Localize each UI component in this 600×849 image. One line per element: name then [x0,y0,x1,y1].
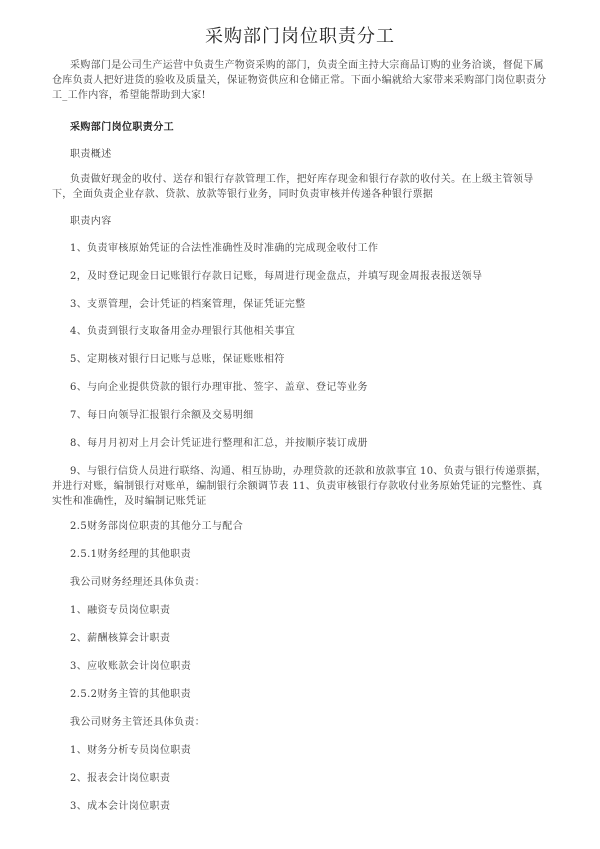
sub-section-line: 1、融资专员岗位职责 [70,605,171,616]
intro-paragraph: 采购部门是公司生产运营中负责生产物资采购的部门，负责全面主持大宗商品订购的业务洽谈，督促下属仓库负责人把好进货的验收及质量关，保证物资供应和仓储正常。下面小编就给大家带来采购部门岗位职责分工_工作内容，希望能帮助到大家! [52,60,547,101]
overview-paragraph: 负责做好现金的收付、送存和银行存款管理工作，把好库存现金和银行存款的收付关。在上级主管领导下，全面负责企业存款、贷款、放款等银行业务，同时负责审核并传递各种银行票据 [52,174,534,200]
page-title: 采购部门岗位职责分工 [205,26,395,47]
duty-item: 7、每日向领导汇报银行余额及交易明细 [70,410,254,421]
sub-section-line: 2、薪酬核算会计职责 [70,633,171,644]
section-heading: 采购部门岗位职责分工 [70,122,174,133]
sub-section-line: 1、财务分析专员岗位职责 [70,745,192,756]
duty-item: 1、负责审核原始凭证的合法性准确性及时准确的完成现金收付工作 [70,243,379,254]
duty-item: 4、负责到银行支取备用金办理银行其他相关事宜 [70,326,296,337]
sub-section-line: 3、应收账款会计岗位职责 [70,661,192,672]
sub-section-line: 我公司财务主管还具体负责： [70,717,206,728]
content-label: 职责内容 [70,216,112,227]
sub-section-line: 2.5.1财务经理的其他职责 [70,549,192,560]
sub-section-line: 2.5财务部岗位职责的其他分工与配合 [70,521,244,532]
duty-9-paragraph: 9、与银行信贷人员进行联络、沟通、相互协助，办理贷款的还款和放款事宜 10、负责与银行传递票据，并进行对账，编制银行对账单，编制银行余额调节表 11、负责审核银行存款收付业务原始凭证的完整性、真实性和准确性，及时编制记账凭证 [52,466,547,507]
sub-section-line: 3、成本会计岗位职责 [70,801,171,812]
duty-item: 8、每月月初对上月会计凭证进行整理和汇总，并按顺序装订成册 [70,438,368,449]
duty-item: 5、定期核对银行日记账与总账，保证账账相符 [70,354,285,365]
duty-item: 3、支票管理，会计凭证的档案管理，保证凭证完整 [70,299,306,310]
sub-section-line: 我公司财务经理还具体负责： [70,577,206,588]
sub-section-line: 2、报表会计岗位职责 [70,773,171,784]
duty-item: 2，及时登记现金日记账银行存款日记账，每周进行现金盘点，并填写现金周报表报送领导 [70,271,483,282]
overview-label: 职责概述 [70,149,112,160]
duty-item: 6、与向企业提供贷款的银行办理审批、签字、盖章、登记等业务 [70,382,368,393]
sub-section-line: 2.5.2财务主管的其他职责 [70,689,192,700]
